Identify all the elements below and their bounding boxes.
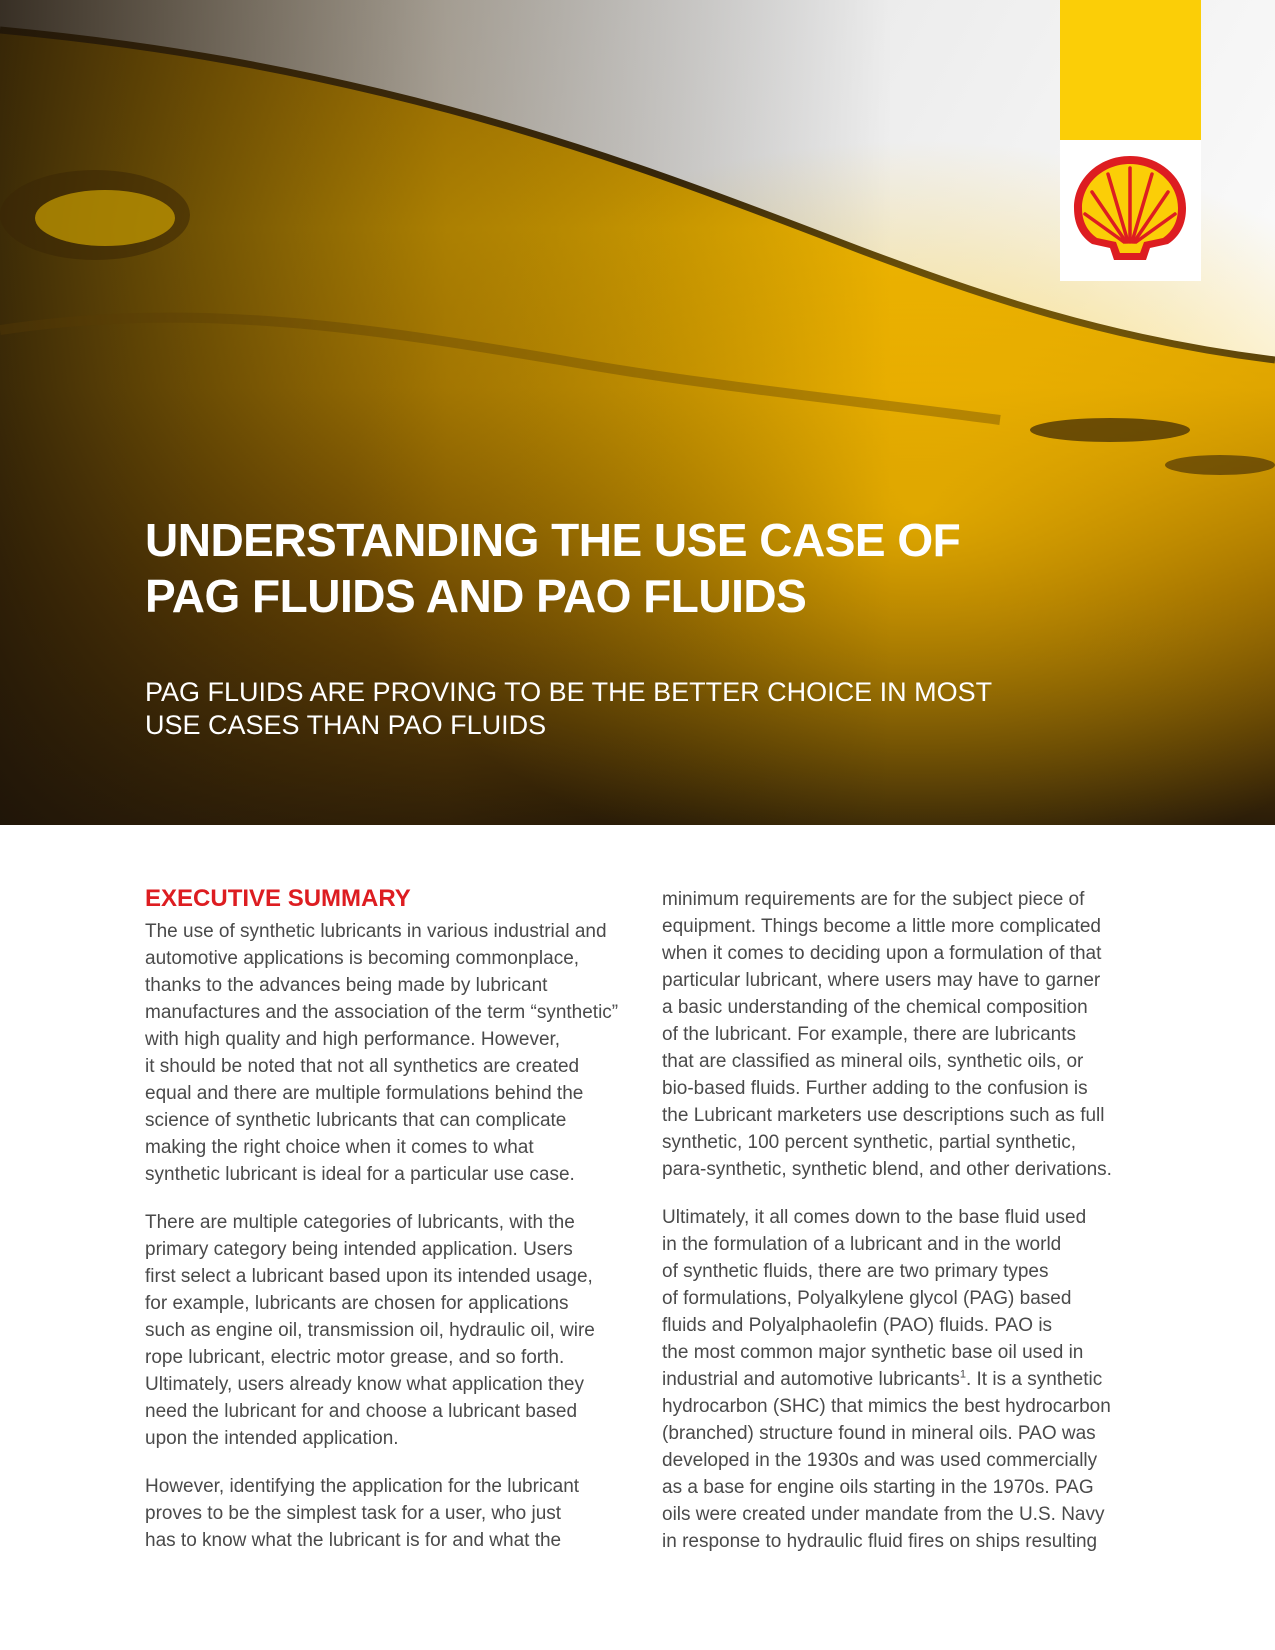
text-line: thanks to the advances being made by lubricant <box>145 975 548 996</box>
text-line: hydrocarbon (SHC) that mimics the best hydrocarbon <box>662 1396 1111 1417</box>
paragraph <box>662 886 1142 1183</box>
paragraph <box>145 918 625 1188</box>
text-line: has to know what the lubricant is for and what the <box>145 1530 562 1551</box>
paragraph <box>145 1209 625 1452</box>
text-line: such as engine oil, transmission oil, hydraulic oil, wire <box>145 1320 595 1341</box>
footnote-line-text: industrial and automotive lubricants <box>662 1369 960 1390</box>
text-line: fluids and Polyalphaolefin (PAO) fluids. PAO is <box>662 1315 1053 1336</box>
text-line: the Lubricant marketers use descriptions such as full <box>662 1105 1105 1126</box>
text-line: The use of synthetic lubricants in various industrial and <box>145 921 607 942</box>
text-line: bio-based fluids. Further adding to the confusion is <box>662 1078 1088 1099</box>
text-line: with high quality and high performance. However, <box>145 1029 561 1050</box>
text-line: manufactures and the association of the term “synthetic” <box>145 1002 619 1023</box>
text-line: when it comes to deciding upon a formulation of that <box>662 943 1102 964</box>
text-line: synthetic lubricant is ideal for a particular use case. <box>145 1164 575 1185</box>
text-line: developed in the 1930s and was used commercially <box>662 1450 1098 1471</box>
text-line: the most common major synthetic base oil used in <box>662 1342 1084 1363</box>
text-line: a basic understanding of the chemical composition <box>662 997 1088 1018</box>
text-line: need the lubricant for and choose a lubricant based <box>145 1401 578 1422</box>
shell-pecten-icon <box>1070 152 1191 265</box>
text-line: particular lubricant, where users may have to garner <box>662 970 1101 991</box>
document-title <box>145 512 1045 624</box>
text-line: oils were created under mandate from the U.S. Navy <box>662 1504 1105 1525</box>
text-line: in response to hydraulic fluid fires on ships resulting <box>662 1531 1098 1552</box>
footnote-marker: 1 <box>959 1368 966 1381</box>
text-line: of synthetic fluids, there are two primary types <box>662 1261 1049 1282</box>
subtitle-line: USE CASES THAN PAO FLUIDS <box>145 710 547 740</box>
text-line: making the right choice when it comes to what <box>145 1137 534 1158</box>
text-line: equipment. Things become a little more complicated <box>662 916 1101 937</box>
document-subtitle <box>145 676 1045 742</box>
brand-yellow-block <box>1060 0 1201 140</box>
text-line: equal and there are multiple formulations behind the <box>145 1083 584 1104</box>
text-line: However, identifying the application for the lubricant <box>145 1476 580 1497</box>
text-line: of the lubricant. For example, there are lubricants <box>662 1024 1076 1045</box>
text-line: automotive applications is becoming commonplace, <box>145 948 580 969</box>
text-line: rope lubricant, electric motor grease, and so forth. <box>145 1347 565 1368</box>
left-column <box>145 884 625 1575</box>
paragraph <box>662 1204 1142 1555</box>
text-line: science of synthetic lubricants that can complicate <box>145 1110 567 1131</box>
text-line: There are multiple categories of lubricants, with the <box>145 1212 575 1233</box>
text-line: as a base for engine oils starting in the 1970s. PAG <box>662 1477 1094 1498</box>
text-line <box>662 1366 1142 1393</box>
text-line: synthetic, 100 percent synthetic, partial synthetic, <box>662 1132 1076 1153</box>
text-line: Ultimately, it all comes down to the base fluid used <box>662 1207 1087 1228</box>
logo-panel <box>1060 140 1201 281</box>
title-line: UNDERSTANDING THE USE CASE OF <box>145 514 961 566</box>
text-line: upon the intended application. <box>145 1428 399 1449</box>
text-line: for example, lubricants are chosen for applications <box>145 1293 569 1314</box>
subtitle-line: PAG FLUIDS ARE PROVING TO BE THE BETTER CHOICE IN MOST <box>145 677 993 707</box>
text-line: minimum requirements are for the subject piece of <box>662 889 1085 910</box>
footnote-line-rest: . It is a synthetic <box>965 1369 1103 1390</box>
text-line: in the formulation of a lubricant and in the world <box>662 1234 1062 1255</box>
text-line: Ultimately, users already know what application they <box>145 1374 584 1395</box>
text-line: (branched) structure found in mineral oils. PAO was <box>662 1423 1096 1444</box>
section-heading: EXECUTIVE SUMMARY <box>145 885 411 912</box>
title-line: PAG FLUIDS AND PAO FLUIDS <box>145 570 807 622</box>
text-line: proves to be the simplest task for a user, who just <box>145 1503 562 1524</box>
paragraph <box>145 1473 625 1554</box>
text-line: first select a lubricant based upon its intended usage, <box>145 1266 593 1287</box>
text-line: it should be noted that not all synthetics are created <box>145 1056 580 1077</box>
text-line: primary category being intended application. Users <box>145 1239 573 1260</box>
text-line: of formulations, Polyalkylene glycol (PAG) based <box>662 1288 1072 1309</box>
text-line: that are classified as mineral oils, synthetic oils, or <box>662 1051 1084 1072</box>
right-column <box>662 886 1142 1576</box>
text-line: para-synthetic, synthetic blend, and other derivations. <box>662 1159 1112 1180</box>
